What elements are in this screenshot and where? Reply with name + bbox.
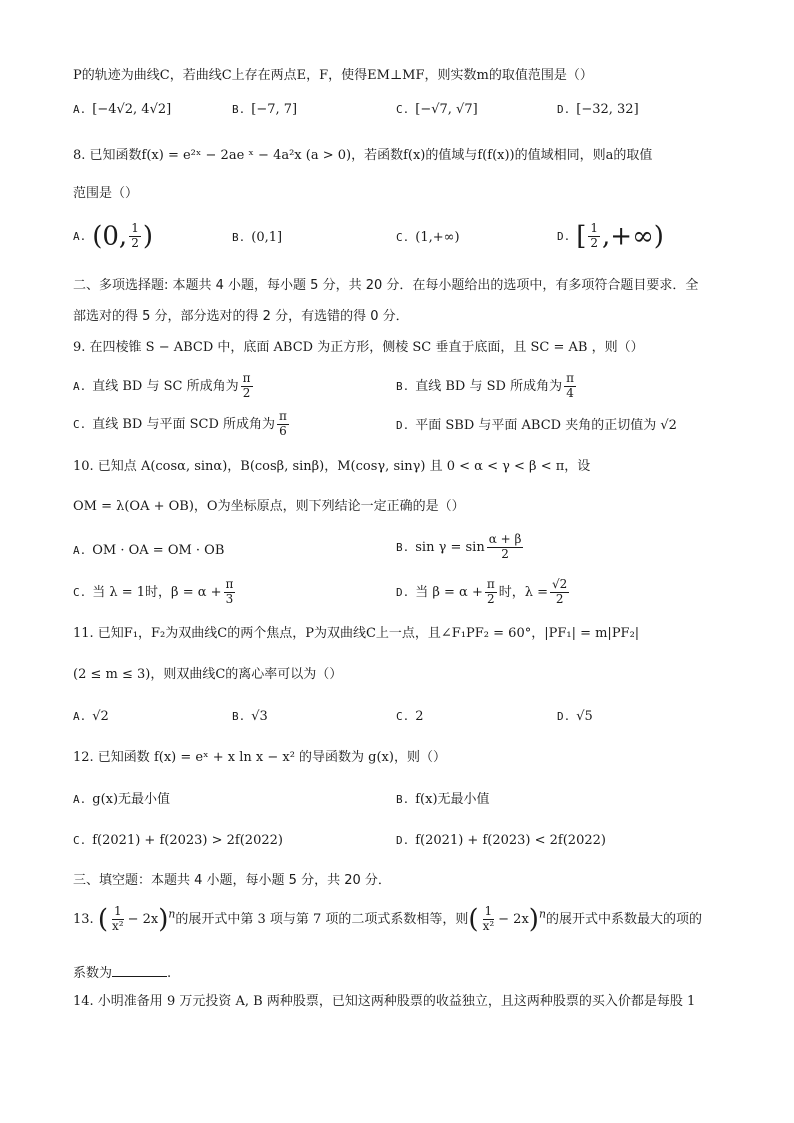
option-text: g(x)无最小值 xyxy=(92,792,171,807)
paren-right: ) xyxy=(158,904,169,935)
option-key: D. xyxy=(396,585,410,599)
q12-option-d xyxy=(396,833,606,849)
fraction xyxy=(588,222,600,251)
option-key: D. xyxy=(557,710,571,723)
q8-option-b xyxy=(232,230,282,246)
q12-stem: 12. 已知函数 f(x) = eˣ + x ln x − x² 的导函数为 g(x)，则（） xyxy=(73,750,446,765)
option-key: A. xyxy=(73,229,87,243)
q11-option-c xyxy=(396,709,424,725)
q7-option-d xyxy=(557,102,639,118)
question-number: 13. xyxy=(73,911,94,927)
option-text: [−32, 32] xyxy=(576,102,639,117)
section2-heading-line1: 二、多项选择题: 本题共 4 小题，每小题 5 分，共 20 分．在每小题给出的选项中，有多项符合题目要求．全 xyxy=(73,278,699,293)
q9-option-a xyxy=(73,372,255,401)
paren-left: ( xyxy=(97,904,108,935)
option-key: B. xyxy=(232,710,246,723)
q13-stem-line1 xyxy=(73,905,702,934)
fraction xyxy=(110,905,126,934)
q10-option-a xyxy=(73,543,224,559)
option-key: C. xyxy=(73,585,87,599)
stem-text: 的展开式中第 3 项与第 7 项的二项式系数相等，则 xyxy=(175,911,469,927)
q8-stem-line2: 范围是（） xyxy=(73,186,139,201)
numerator: π xyxy=(279,409,287,423)
fraction xyxy=(564,372,576,401)
section2-heading-line2: 部选对的得 5 分，部分选对的得 2 分，有选错的得 0 分． xyxy=(73,309,409,324)
q10-stem-line1: 10. 已知点 A(cosα, sinα)，B(cosβ, sinβ)，M(cosγ, sinγ) 且 0 < α < γ < β < π，设 xyxy=(73,459,591,474)
stem-text: 的展开式中系数最大的项的 xyxy=(545,911,702,927)
q7-option-a xyxy=(73,102,171,118)
option-text: 当 β = α + xyxy=(415,584,483,600)
option-text: [−7, 7] xyxy=(251,102,298,117)
option-key: B. xyxy=(396,379,410,393)
q13-stem-line2 xyxy=(73,964,171,982)
option-key: A. xyxy=(73,544,87,557)
fraction xyxy=(277,410,289,439)
q10-option-b xyxy=(396,533,525,562)
option-key: D. xyxy=(396,419,410,432)
numerator: π xyxy=(566,371,574,385)
q8-option-d xyxy=(557,222,664,251)
q12-option-c xyxy=(73,833,283,849)
option-text: 直线 BD 与 SD 所成角为 xyxy=(415,378,563,394)
period: . xyxy=(167,966,172,981)
option-text: √3 xyxy=(251,709,268,724)
option-key: B. xyxy=(232,103,246,116)
q9-option-b xyxy=(396,372,578,401)
option-text: 平面 SBD 与平面 ABCD 夹角的正切值为 √2 xyxy=(415,418,677,433)
option-text: 时，λ = xyxy=(498,584,549,600)
q11-option-a xyxy=(73,709,109,725)
q11-option-b xyxy=(232,709,268,725)
denominator: 2 xyxy=(486,591,495,606)
fraction xyxy=(224,578,236,607)
numerator: 1 xyxy=(590,221,599,235)
option-key: C. xyxy=(396,103,410,116)
fraction xyxy=(550,578,569,607)
option-text: [−4√2, 4√2] xyxy=(92,102,172,117)
option-key: A. xyxy=(73,379,87,393)
q10-option-d xyxy=(396,578,571,607)
option-key: C. xyxy=(396,710,410,723)
numerator: π xyxy=(242,371,251,385)
option-key: A. xyxy=(73,103,87,116)
option-key: B. xyxy=(232,231,246,244)
q7-stem-continuation: P的轨迹为曲线C，若曲线C上存在两点E，F，使得EM⊥MF，则实数m的取值范围是（） xyxy=(73,68,593,83)
numerator: √2 xyxy=(552,577,568,591)
option-text: √2 xyxy=(92,709,109,724)
option-key: C. xyxy=(73,417,87,431)
numerator: π xyxy=(486,577,495,591)
option-text: 2 xyxy=(415,709,424,724)
paren-left: ( xyxy=(468,904,479,935)
exponent: n xyxy=(168,907,176,921)
numerator: 1 xyxy=(113,904,122,918)
term: − 2x xyxy=(498,911,529,927)
option-text: √5 xyxy=(576,709,593,724)
term: − 2x xyxy=(127,911,159,927)
fraction xyxy=(129,222,141,251)
q11-option-d xyxy=(557,709,593,725)
option-key: D. xyxy=(557,229,571,243)
option-text: (0,1] xyxy=(251,230,283,245)
denominator: 2 xyxy=(131,235,139,250)
q12-option-a xyxy=(73,792,170,808)
q9-option-c xyxy=(73,410,291,439)
option-text: f(x)无最小值 xyxy=(415,792,490,807)
option-text: (1,+∞) xyxy=(415,230,460,245)
q10-stem-line2: OM = λ(OA + OB)，O为坐标原点，则下列结论一定正确的是（） xyxy=(73,499,465,514)
denominator: 2 xyxy=(242,385,251,400)
fraction xyxy=(485,578,497,607)
q8-option-c xyxy=(396,230,460,246)
fraction xyxy=(487,533,524,562)
q10-option-c xyxy=(73,578,237,607)
fraction xyxy=(481,905,497,934)
bracket-left: [ xyxy=(576,221,587,252)
stem-text: 系数为 xyxy=(73,966,113,981)
option-text: sin γ = sin xyxy=(415,539,485,555)
fraction xyxy=(241,372,253,401)
option-text: 直线 BD 与平面 SCD 所成角为 xyxy=(92,416,276,432)
denominator: 6 xyxy=(279,423,287,438)
option-text: [−√7, √7] xyxy=(415,102,478,117)
numerator: α + β xyxy=(488,532,522,546)
numerator: 1 xyxy=(131,221,139,235)
q7-option-c xyxy=(396,102,478,118)
option-key: D. xyxy=(396,834,410,847)
option-key: B. xyxy=(396,540,410,554)
option-text: 当 λ = 1时，β = α + xyxy=(92,584,222,600)
exponent: n xyxy=(538,907,546,921)
denominator: 3 xyxy=(225,591,234,606)
option-key: C. xyxy=(73,834,87,847)
numerator: 1 xyxy=(484,904,493,918)
option-key: B. xyxy=(396,793,410,806)
paren-right: ,+∞) xyxy=(602,221,664,252)
option-key: C. xyxy=(396,231,410,244)
paren-right: ) xyxy=(142,221,153,252)
option-text: f(2021) + f(2023) > 2f(2022) xyxy=(92,833,283,848)
option-text: OM · OA = OM · OB xyxy=(92,543,225,558)
paren-left: (0, xyxy=(92,221,128,252)
q8-option-a xyxy=(73,222,153,251)
q7-option-b xyxy=(232,102,297,118)
option-key: D. xyxy=(557,103,571,116)
q14-stem: 14. 小明准备用 9 万元投资 A, B 两种股票，已知这两种股票的收益独立，且这两种股票的买入价都是每股 1 xyxy=(73,994,696,1009)
option-text: f(2021) + f(2023) < 2f(2022) xyxy=(415,833,606,848)
q9-stem: 9. 在四棱锥 S − ABCD 中，底面 ABCD 为正方形，侧棱 SC 垂直于底面，且 SC = AB ，则（） xyxy=(73,340,644,355)
answer-blank[interactable] xyxy=(112,964,167,977)
denominator: x² xyxy=(111,918,124,933)
q11-stem-line1: 11. 已知F₁，F₂为双曲线C的两个焦点，P为双曲线C上一点，且∠F₁PF₂ = 60°，|PF₁| = m|PF₂| xyxy=(73,626,640,641)
denominator: 2 xyxy=(590,235,599,250)
section3-heading: 三、填空题：本题共 4 小题，每小题 5 分，共 20 分． xyxy=(73,873,391,888)
option-text: 直线 BD 与 SC 所成角为 xyxy=(92,378,239,394)
numerator: π xyxy=(225,577,234,591)
q9-option-d xyxy=(396,418,677,434)
denominator: x² xyxy=(482,918,495,933)
q12-option-b xyxy=(396,792,490,808)
q11-stem-line2: (2 ≤ m ≤ 3)，则双曲线C的离心率可以为（） xyxy=(73,667,343,682)
option-key: A. xyxy=(73,793,87,806)
denominator: 2 xyxy=(555,591,564,606)
denominator: 2 xyxy=(501,546,509,561)
option-key: A. xyxy=(73,710,87,723)
paren-right: ) xyxy=(528,904,539,935)
denominator: 4 xyxy=(566,385,574,400)
q8-stem-line1: 8. 已知函数f(x) = e²ˣ − 2ae ˣ − 4a²x (a > 0)，若函数f(x)的值域与f(f(x))的值域相同，则a的取值 xyxy=(73,148,653,163)
